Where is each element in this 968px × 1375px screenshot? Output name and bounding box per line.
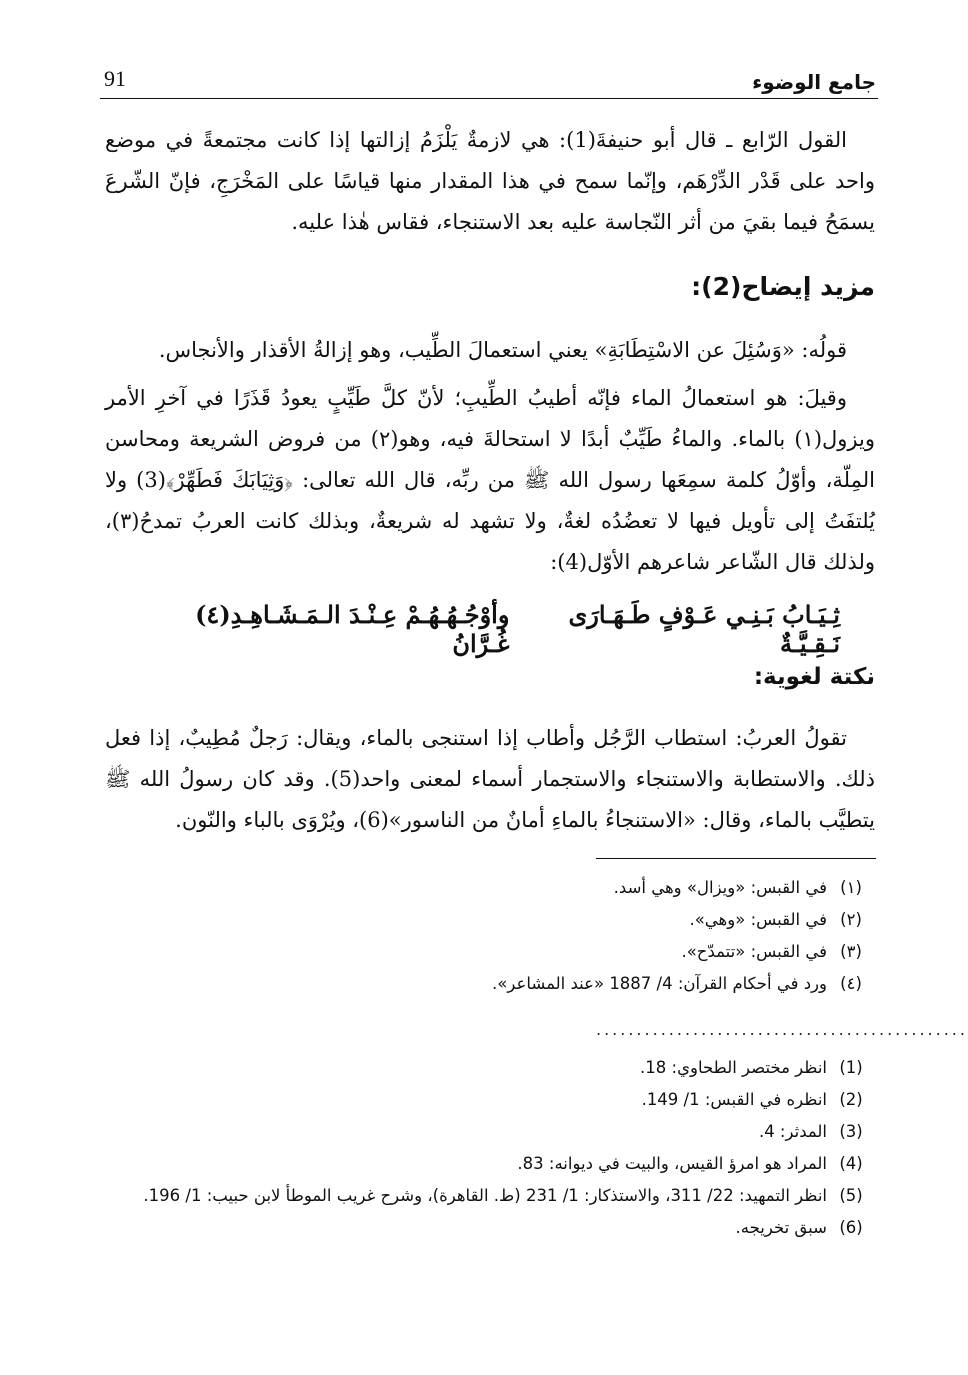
footnote-number: (4) xyxy=(839,1154,863,1173)
footnote-text: انظره في القبس: 1/ 149. xyxy=(641,1090,827,1109)
paragraph-text: وقيلَ: هو استعمالُ الماء فإنّه أطيبُ الطِّيبِ؛ لأنّ كلَّ طَيِّبٍ يعودُ قَذَرًا في آخرِ الأمر ويزول(١) بالماء. والماءُ طَيِّبٌ أبدًا لا استحالةَ فيه، وهو(٢) من فروض الشريعة ومحاسن المِلّة، وأوّلُ كلمة سمِعَها رسول الله ﷺ من ربِّه، قال الله تعالى: ﴿وَثِيَابَكَ فَطَهِّرْ﴾(3) ولا يُلتفَتُ إلى تأويل فيها لا تعضُدُه لغةٌ، ولا تشهد له شريعةٌ، وبذلك كانت العربُ تمدحُ(٣)، ولذلك قال الشّاعر شاعرهم الأوّل(4): xyxy=(105,386,875,574)
footnote-number: (6) xyxy=(839,1218,863,1237)
paragraph-text: القول الرّابع ـ قال أبو حنيفةَ(1): هي لازمةٌ يَلْزَمُ إزالتها إذا كانت مجتمعةً في موضع واحد على قَدْر الدِّرْهَم، وإنّما سمح في هذا المقدار منها قياسًا على المَخْرَجِ، فإنّ الشّرعَ يسمَحُ فيما بقيَ من أثر النّجاسة عليه بعد الاستنجاء، فقاس هٰذا عليه. xyxy=(105,128,875,234)
verse-second-hemistich: وأوْجُـهُـهُـمْ عِـنْـدَ الـمَـشَـاهِـدِ(٤) غُـرَّانُ xyxy=(195,600,510,658)
footnote-item xyxy=(105,1148,875,1180)
footnotes-editor xyxy=(105,1052,875,1244)
footnote-item xyxy=(105,1084,875,1116)
footnote-item xyxy=(105,968,875,1000)
paragraph-istitaba xyxy=(105,330,875,371)
footnote-text: المراد هو امرؤ القيس، والبيت في ديوانه: 83. xyxy=(517,1154,827,1173)
footnote-text: سبق تخريجه. xyxy=(735,1218,827,1237)
heading-more-clarification: مزيد إيضاح(2): xyxy=(691,272,875,301)
footnote-item xyxy=(105,936,875,968)
footnote-text: المدثر: 4. xyxy=(758,1122,827,1141)
footnote-number: (٤) xyxy=(840,974,862,993)
footnote-item xyxy=(105,1212,875,1244)
verse-first-hemistich: ثِـيَـابُ بَـنِـي عَـوْفٍ طَـهَـارَى نَـقِـيَّـةٌ xyxy=(568,600,840,658)
footnote-text: انظر التمهيد: 22/ 311، والاستذكار: 1/ 231 (ط. القاهرة)، وشرح غريب الموطأ لابن حبيب: 1/ 196. xyxy=(143,1186,827,1205)
footnote-item xyxy=(105,1180,875,1212)
footnote-number: (٣) xyxy=(840,942,862,961)
footnote-text: انظر مختصر الطحاوي: 18. xyxy=(640,1058,827,1077)
poetry-verse xyxy=(140,600,840,658)
footnotes-original xyxy=(105,872,875,1000)
paragraph-linguistic-note xyxy=(105,718,875,841)
footnote-number: (1) xyxy=(839,1058,863,1077)
paragraph-water-use xyxy=(105,378,875,583)
footnote-text: في القبس: «ويزال» وهي أسد. xyxy=(613,878,827,897)
footnote-number: (3) xyxy=(839,1122,863,1141)
footnote-text: ورد في أحكام القرآن: 4/ 1887 «عند المشاعر». xyxy=(492,974,827,993)
page-number: 91 xyxy=(104,66,126,91)
running-title: جامع الوضوء xyxy=(752,70,876,94)
paragraph-fourth-opinion xyxy=(105,120,875,243)
footnote-divider xyxy=(596,858,876,859)
heading-linguistic-note: نكتة لغوية: xyxy=(753,664,875,690)
paragraph-text: قولُه: «وَسُئِلَ عن الاسْتِطَابَةِ» يعني استعمالَ الطِّيب، وهو إزالةُ الأقذار والأنجاس. xyxy=(158,338,847,362)
page-header xyxy=(100,60,878,99)
footnote-number: (5) xyxy=(839,1186,863,1205)
footnote-item xyxy=(105,904,875,936)
footnote-number: (2) xyxy=(839,1090,863,1109)
paragraph-text: تقولُ العربُ: استطاب الرَّجُل وأطاب إذا استنجى بالماء، ويقال: رَجلٌ مُطِيبٌ، إذا فعل ذلك. والاستطابة والاستنجاء والاستجمار أسماء لمعنى واحد(5). وقد كان رسولُ الله ﷺ يتطيَّب بالماء، وقال: «الاستنجاءُ بالماءِ أمانٌ من الناسور»(6)، ويُرْوَى بالباء والنّون. xyxy=(105,726,875,832)
footnote-item xyxy=(105,1052,875,1084)
footnote-text: في القبس: «وهي». xyxy=(689,910,827,929)
footnote-item xyxy=(105,1116,875,1148)
footnote-item xyxy=(105,872,875,904)
footnote-number: (١) xyxy=(840,878,862,897)
dotted-separator: .............................................. xyxy=(596,1020,968,1039)
footnote-number: (٢) xyxy=(840,910,862,929)
footnote-text: في القبس: «تتمدّح». xyxy=(681,942,827,961)
